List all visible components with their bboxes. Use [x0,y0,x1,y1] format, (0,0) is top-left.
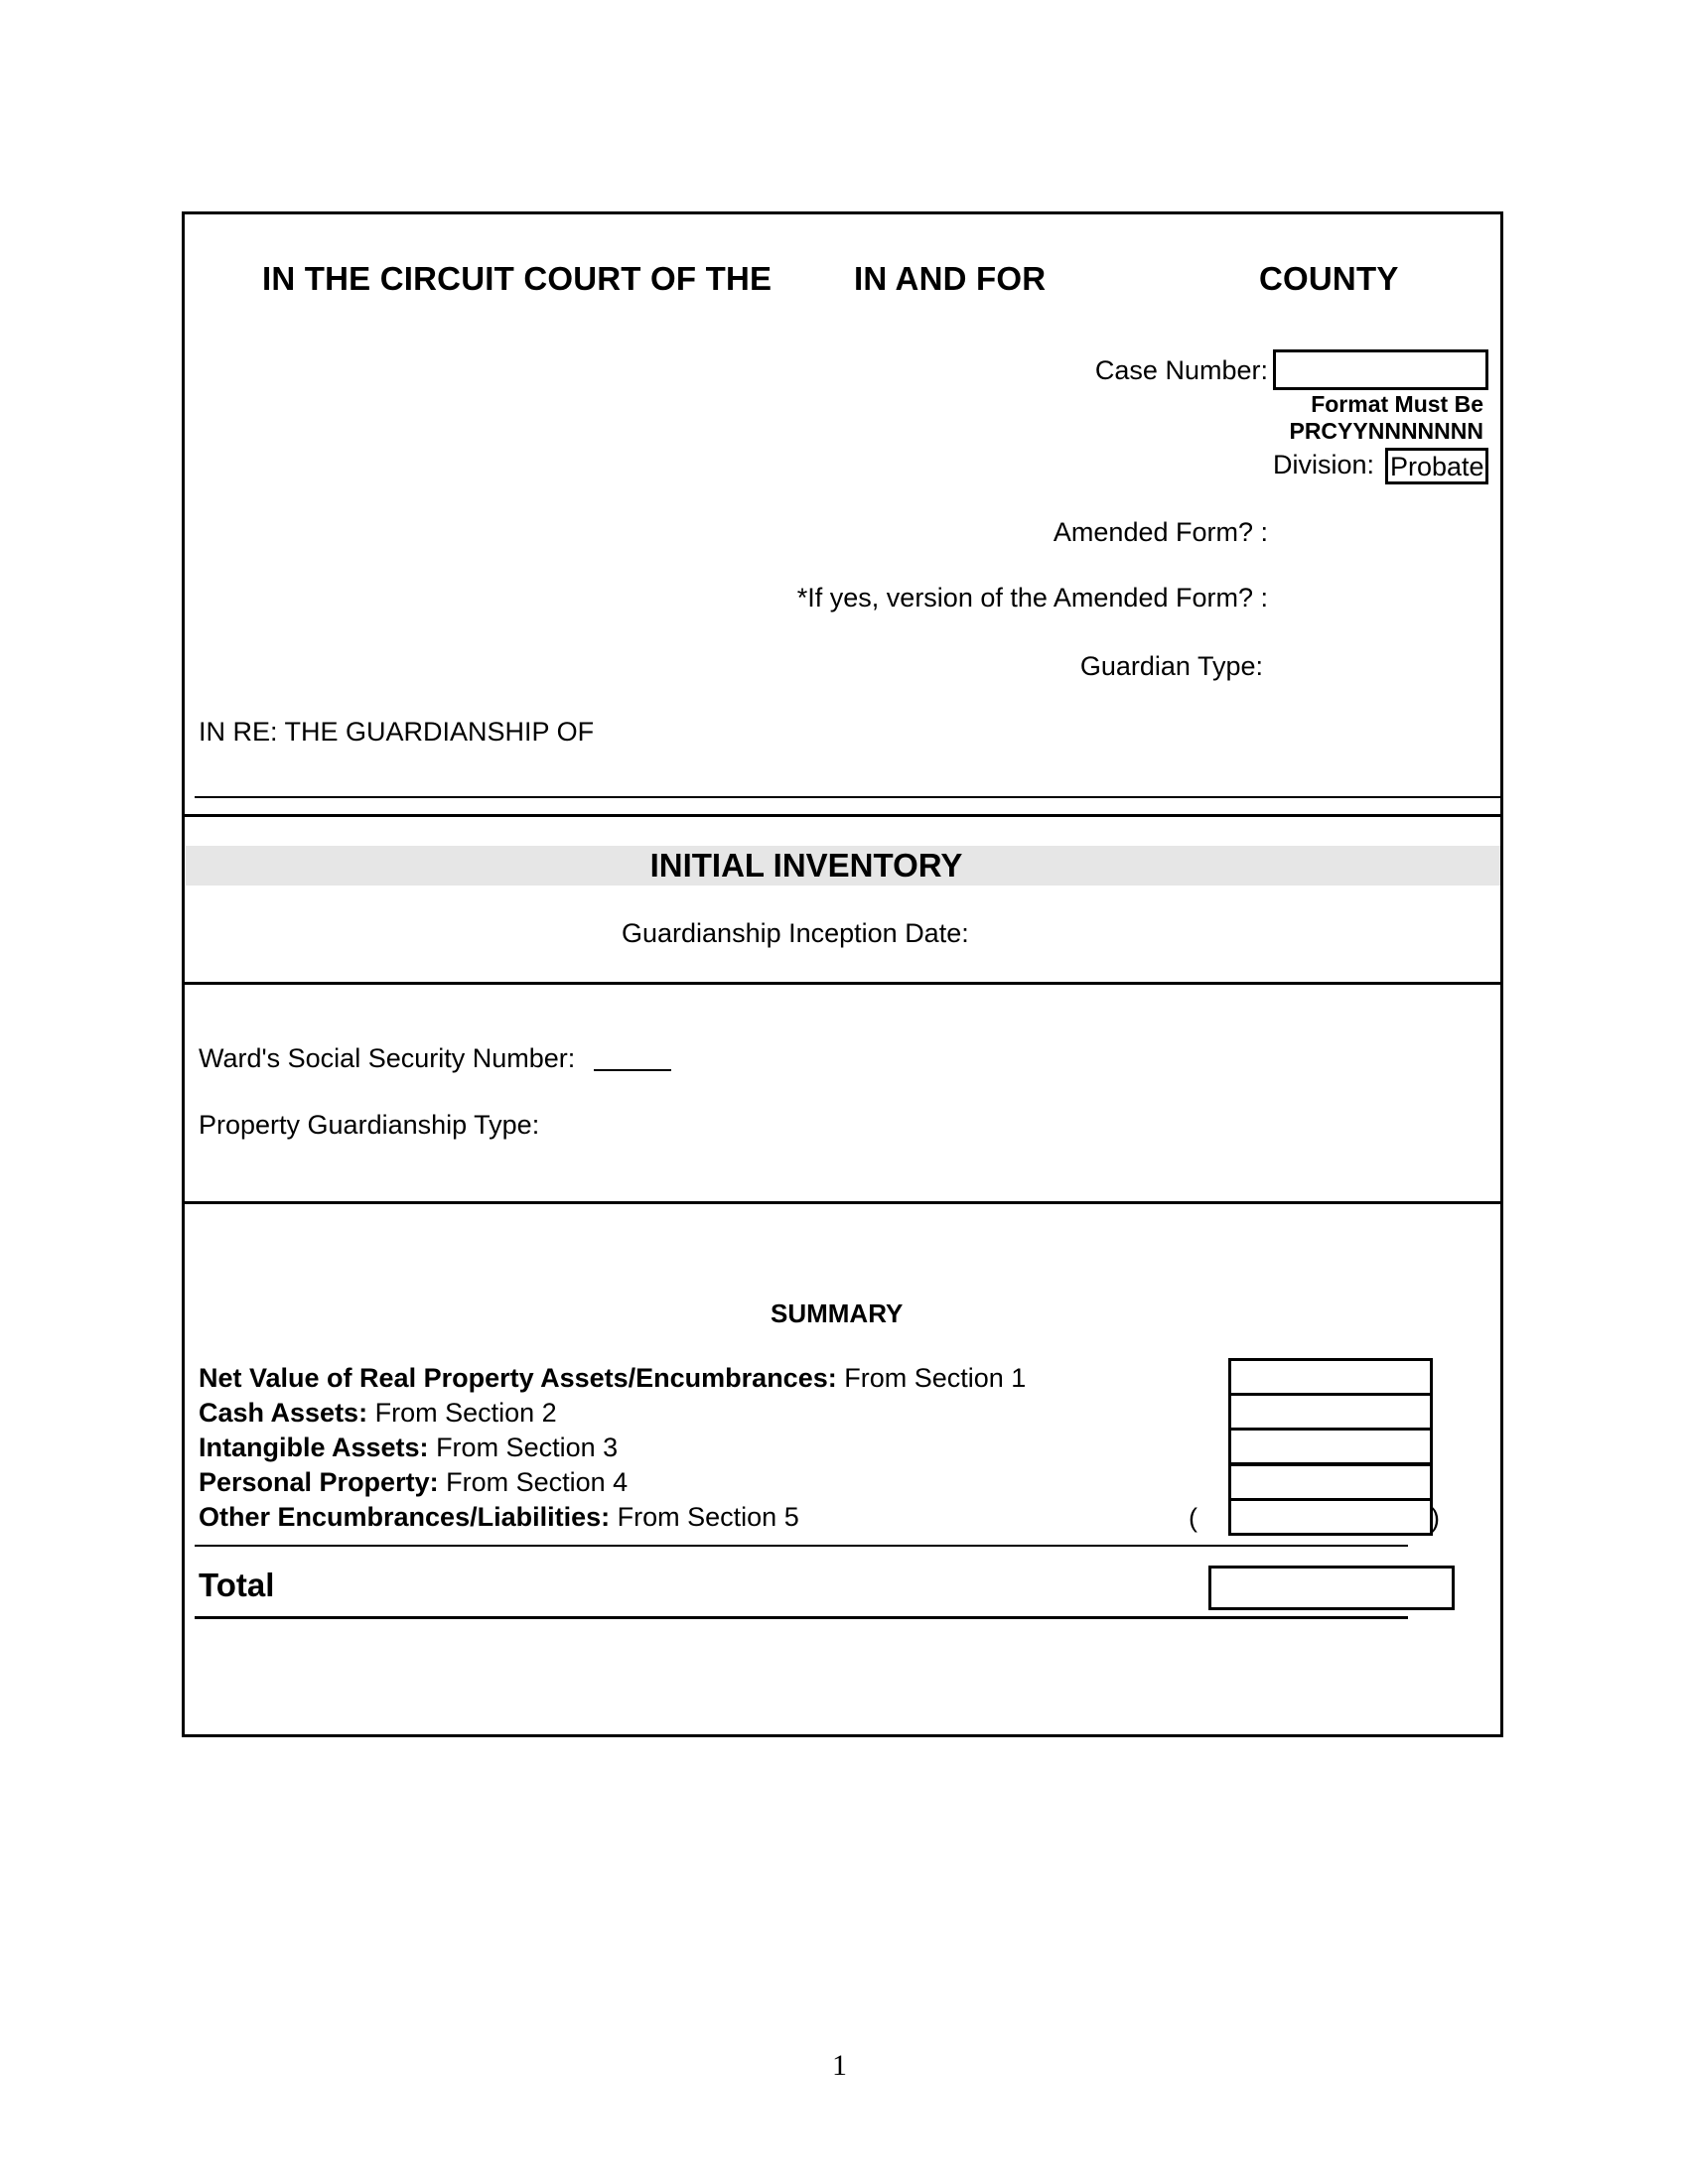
division-label: Division: [1273,450,1375,479]
amended-version-label: *If yes, version of the Amended Form? : [796,583,1268,613]
summary-heading: SUMMARY [771,1298,904,1328]
summary-row-other-liabilities: Other Encumbrances/Liabilities: From Section 5 [199,1502,799,1532]
county-label: COUNTY [1259,260,1399,297]
format-note-line1: Format Must Be [1311,391,1483,417]
cash-value-box[interactable] [1228,1393,1433,1431]
guardian-type-label: Guardian Type: [1079,651,1263,681]
total-value-box[interactable] [1208,1566,1455,1610]
section-divider [182,814,1503,817]
open-paren: ( [1189,1503,1197,1533]
intangible-value-box[interactable] [1228,1428,1433,1465]
page-number: 1 [832,2049,847,2082]
summary-row-personal-property: Personal Property: From Section 4 [199,1467,629,1497]
section-divider [182,1201,1503,1204]
amended-form-label: Amended Form? : [1053,517,1268,547]
ward-name-line [195,796,1501,798]
real-property-value-box[interactable] [1228,1358,1433,1396]
personal-property-value-box[interactable] [1228,1463,1433,1501]
other-liabilities-value-box[interactable] [1228,1498,1433,1536]
total-top-rule [195,1545,1408,1547]
total-bottom-rule [195,1616,1408,1619]
ssn-blank-line[interactable] [594,1069,671,1071]
page-title: INITIAL INVENTORY [649,847,963,884]
close-paren: ) [1431,1503,1440,1533]
ssn-label: Ward's Social Security Number: [199,1043,576,1073]
section-divider [182,982,1503,985]
case-number-input[interactable] [1273,349,1488,390]
division-field[interactable] [1385,448,1488,484]
summary-row-intangible: Intangible Assets: From Section 3 [199,1433,619,1462]
court-prefix: IN THE CIRCUIT COURT OF THE [262,260,773,297]
inception-date-label: Guardianship Inception Date: [622,918,969,948]
summary-row-cash: Cash Assets: From Section 2 [199,1398,557,1428]
summary-row-real-property: Net Value of Real Property Assets/Encumbrances: From Section 1 [199,1363,1027,1393]
in-and-for: IN AND FOR [854,260,1047,297]
case-number-label: Case Number: [1094,355,1268,385]
division-value: Probate [1390,452,1484,481]
format-note-line2: PRCYYNNNNNNN [1289,418,1483,444]
total-label: Total [199,1567,275,1603]
in-re-label: IN RE: THE GUARDIANSHIP OF [199,717,595,747]
property-guardianship-type-label: Property Guardianship Type: [199,1110,540,1140]
